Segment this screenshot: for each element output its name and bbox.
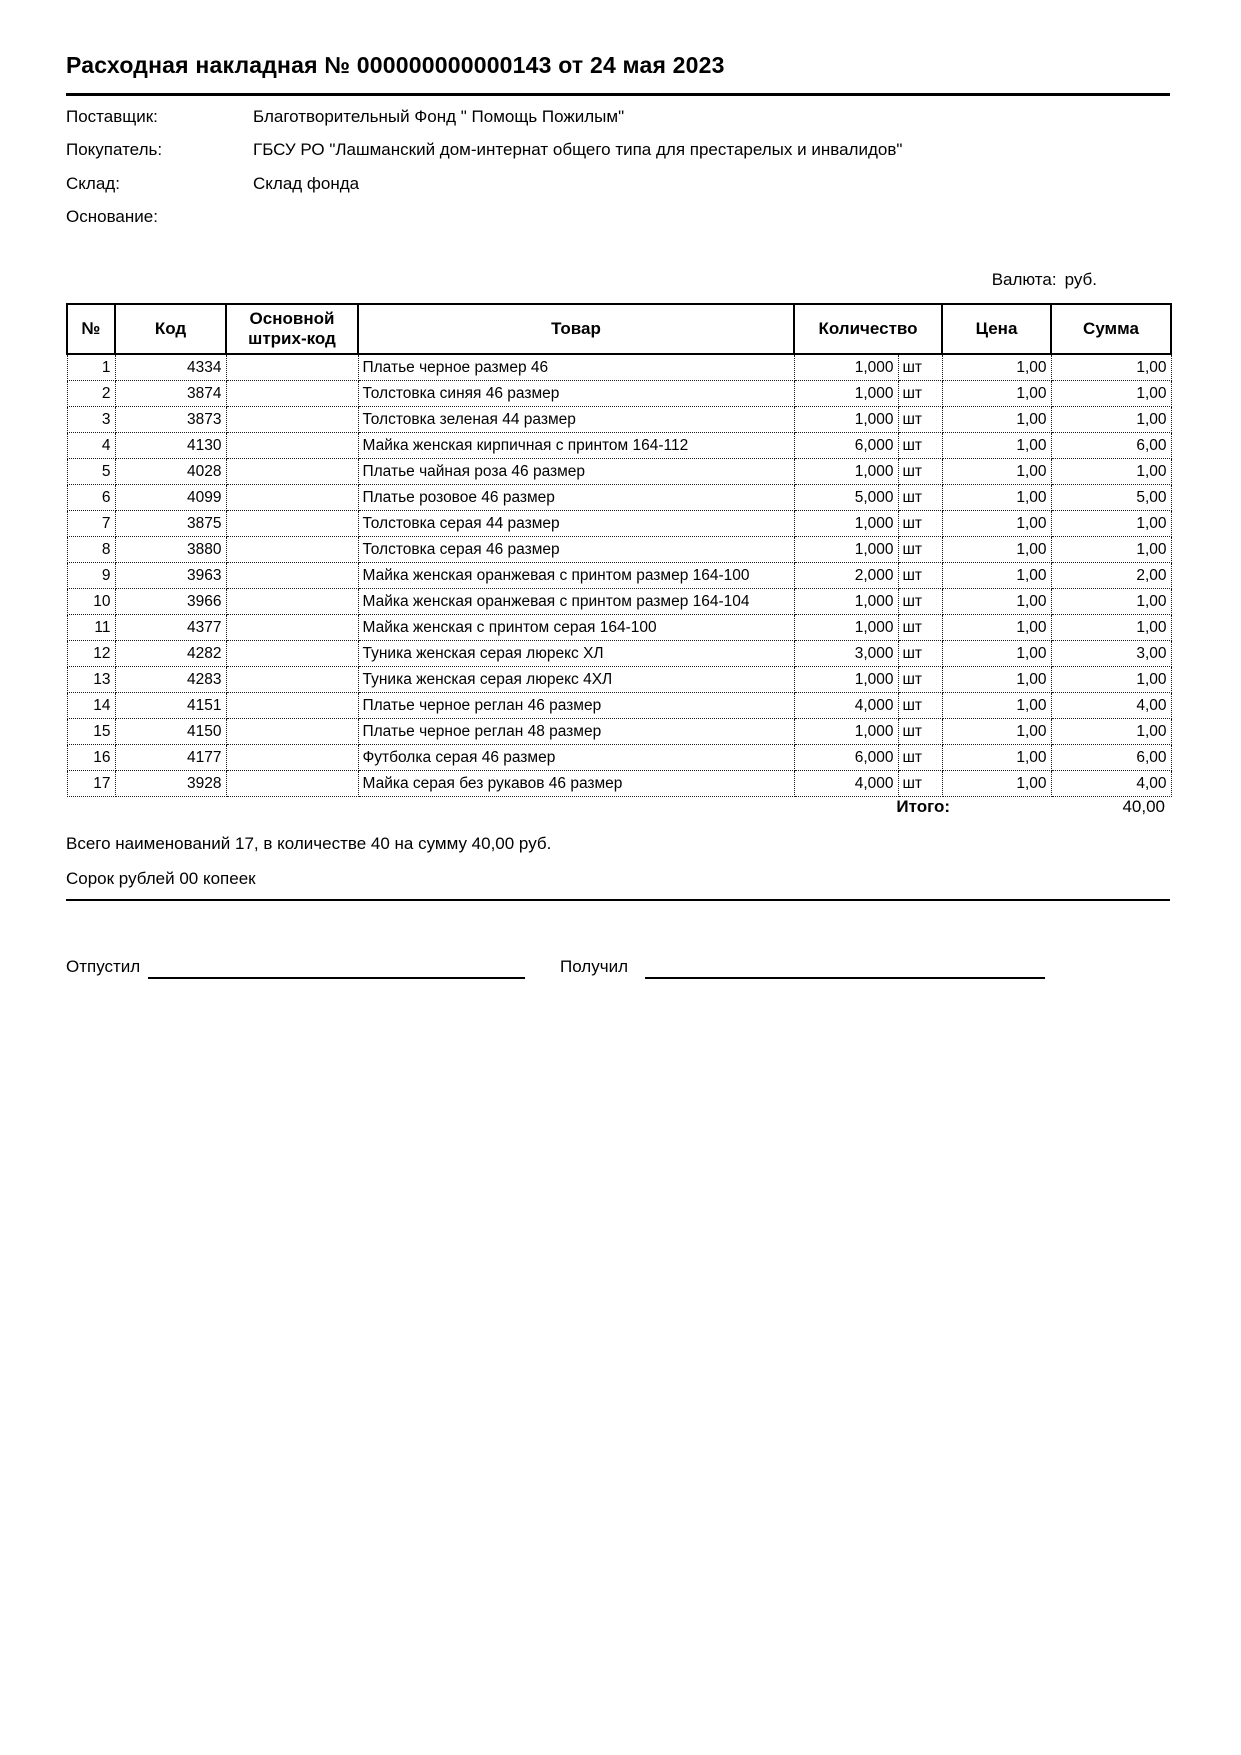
cell-price: 1,00: [942, 719, 1051, 745]
cell-num: 17: [67, 771, 115, 797]
cell-code: 4028: [115, 459, 226, 485]
cell-code: 3966: [115, 589, 226, 615]
cell-code: 4282: [115, 641, 226, 667]
bottom-divider: [66, 899, 1170, 901]
supplier-value: Благотворительный Фонд " Помощь Пожилым": [253, 107, 625, 126]
cell-code: 3874: [115, 381, 226, 407]
cell-product: Туника женская серая люрекс 4ХЛ: [358, 667, 794, 693]
cell-quantity: 2,000: [794, 563, 898, 589]
cell-unit: шт: [898, 485, 942, 511]
cell-product: Толстовка серая 44 размер: [358, 511, 794, 537]
basis-label: Основание:: [66, 207, 158, 226]
cell-code: 3873: [115, 407, 226, 433]
cell-quantity: 1,000: [794, 537, 898, 563]
cell-barcode: [226, 354, 358, 381]
cell-unit: шт: [898, 641, 942, 667]
cell-price: 1,00: [942, 615, 1051, 641]
cell-code: 4150: [115, 719, 226, 745]
cell-barcode: [226, 719, 358, 745]
cell-unit: шт: [898, 459, 942, 485]
supplier-row: [66, 107, 1170, 127]
cell-product: Платье чайная роза 46 размер: [358, 459, 794, 485]
cell-product: Платье черное реглан 48 размер: [358, 719, 794, 745]
cell-sum: 1,00: [1051, 459, 1171, 485]
cell-barcode: [226, 771, 358, 797]
currency-label: Валюта:: [991, 270, 1057, 289]
cell-code: 4177: [115, 745, 226, 771]
cell-quantity: 6,000: [794, 745, 898, 771]
cell-barcode: [226, 563, 358, 589]
title-divider: [66, 93, 1170, 96]
cell-quantity: 3,000: [794, 641, 898, 667]
totals-label: Итого:: [896, 797, 950, 816]
cell-quantity: 1,000: [794, 719, 898, 745]
basis-row: [66, 207, 1170, 227]
cell-barcode: [226, 589, 358, 615]
cell-price: 1,00: [942, 511, 1051, 537]
cell-num: 11: [67, 615, 115, 641]
cell-code: 4099: [115, 485, 226, 511]
cell-code: 3928: [115, 771, 226, 797]
cell-price: 1,00: [942, 537, 1051, 563]
cell-barcode: [226, 537, 358, 563]
cell-code: 4377: [115, 615, 226, 641]
cell-unit: шт: [898, 771, 942, 797]
cell-num: 7: [67, 511, 115, 537]
cell-code: 4334: [115, 354, 226, 381]
cell-num: 6: [67, 485, 115, 511]
table-row: [67, 745, 1171, 771]
cell-unit: шт: [898, 615, 942, 641]
cell-price: 1,00: [942, 563, 1051, 589]
goods-table: [66, 303, 1172, 797]
cell-num: 10: [67, 589, 115, 615]
cell-price: 1,00: [942, 641, 1051, 667]
cell-sum: 6,00: [1051, 745, 1171, 771]
cell-sum: 4,00: [1051, 693, 1171, 719]
warehouse-label: Склад:: [66, 174, 120, 193]
cell-quantity: 1,000: [794, 381, 898, 407]
cell-price: 1,00: [942, 354, 1051, 381]
currency-value: руб.: [1064, 270, 1097, 289]
cell-num: 1: [67, 354, 115, 381]
cell-sum: 1,00: [1051, 589, 1171, 615]
released-by-signature-line: [148, 977, 525, 979]
cell-product: Майка женская оранжевая с принтом размер 164-104: [358, 589, 794, 615]
cell-product: Майка серая без рукавов 46 размер: [358, 771, 794, 797]
cell-barcode: [226, 433, 358, 459]
table-row: [67, 563, 1171, 589]
cell-product: Платье розовое 46 размер: [358, 485, 794, 511]
released-by-label: Отпустил: [66, 957, 141, 976]
header-code: Код: [115, 304, 226, 354]
totals-line: [66, 797, 1170, 817]
cell-num: 14: [67, 693, 115, 719]
cell-sum: 4,00: [1051, 771, 1171, 797]
summary-amount-words: Сорок рублей 00 копеек: [66, 869, 256, 888]
totals-value: 40,00: [1122, 797, 1165, 816]
cell-product: Майка женская оранжевая с принтом размер 164-100: [358, 563, 794, 589]
table-row: [67, 381, 1171, 407]
cell-barcode: [226, 615, 358, 641]
warehouse-row: [66, 174, 1170, 194]
cell-price: 1,00: [942, 433, 1051, 459]
cell-num: 13: [67, 667, 115, 693]
received-by-label: Получил: [560, 957, 628, 976]
table-row: [67, 354, 1171, 381]
cell-unit: шт: [898, 354, 942, 381]
cell-barcode: [226, 381, 358, 407]
cell-product: Платье черное размер 46: [358, 354, 794, 381]
cell-num: 16: [67, 745, 115, 771]
cell-unit: шт: [898, 433, 942, 459]
cell-unit: шт: [898, 511, 942, 537]
cell-barcode: [226, 641, 358, 667]
cell-quantity: 6,000: [794, 433, 898, 459]
table-row: [67, 693, 1171, 719]
cell-product: Майка женская с принтом серая 164-100: [358, 615, 794, 641]
cell-sum: 1,00: [1051, 615, 1171, 641]
header-barcode: Основной штрих-код: [226, 304, 358, 354]
buyer-label: Покупатель:: [66, 140, 163, 159]
cell-unit: шт: [898, 407, 942, 433]
supplier-label: Поставщик:: [66, 107, 158, 126]
cell-unit: шт: [898, 589, 942, 615]
cell-num: 15: [67, 719, 115, 745]
table-row: [67, 667, 1171, 693]
header-quantity: Количество: [794, 304, 942, 354]
cell-unit: шт: [898, 563, 942, 589]
table-row: [67, 615, 1171, 641]
document-title: Расходная накладная № 000000000000143 от 24 мая 2023: [66, 52, 725, 78]
table-header-row: [67, 304, 1171, 354]
table-row: [67, 719, 1171, 745]
cell-sum: 2,00: [1051, 563, 1171, 589]
cell-unit: шт: [898, 381, 942, 407]
cell-quantity: 1,000: [794, 354, 898, 381]
cell-product: Толстовка зеленая 44 размер: [358, 407, 794, 433]
cell-quantity: 4,000: [794, 771, 898, 797]
cell-sum: 3,00: [1051, 641, 1171, 667]
table-row: [67, 407, 1171, 433]
cell-unit: шт: [898, 667, 942, 693]
cell-price: 1,00: [942, 693, 1051, 719]
header-product: Товар: [358, 304, 794, 354]
table-row: [67, 433, 1171, 459]
cell-product: Футболка серая 46 размер: [358, 745, 794, 771]
cell-unit: шт: [898, 719, 942, 745]
table-row: [67, 511, 1171, 537]
cell-num: 2: [67, 381, 115, 407]
cell-sum: 6,00: [1051, 433, 1171, 459]
table-row: [67, 589, 1171, 615]
cell-price: 1,00: [942, 407, 1051, 433]
cell-sum: 5,00: [1051, 485, 1171, 511]
table-row: [67, 641, 1171, 667]
summary-total-line: Всего наименований 17, в количестве 40 на сумму 40,00 руб.: [66, 834, 552, 853]
cell-product: Туника женская серая люрекс ХЛ: [358, 641, 794, 667]
header-price: Цена: [942, 304, 1051, 354]
currency-line: [66, 270, 1097, 290]
cell-code: 4130: [115, 433, 226, 459]
cell-price: 1,00: [942, 485, 1051, 511]
cell-barcode: [226, 511, 358, 537]
header-sum: Сумма: [1051, 304, 1171, 354]
cell-unit: шт: [898, 537, 942, 563]
cell-code: 4283: [115, 667, 226, 693]
received-by-signature-line: [645, 977, 1045, 979]
cell-barcode: [226, 667, 358, 693]
cell-num: 5: [67, 459, 115, 485]
cell-product: Толстовка синяя 46 размер: [358, 381, 794, 407]
cell-barcode: [226, 407, 358, 433]
cell-price: 1,00: [942, 771, 1051, 797]
cell-num: 4: [67, 433, 115, 459]
cell-code: 3875: [115, 511, 226, 537]
cell-price: 1,00: [942, 667, 1051, 693]
table-row: [67, 459, 1171, 485]
cell-code: 3880: [115, 537, 226, 563]
warehouse-value: Склад фонда: [253, 174, 360, 193]
cell-quantity: 1,000: [794, 511, 898, 537]
cell-sum: 1,00: [1051, 537, 1171, 563]
cell-barcode: [226, 745, 358, 771]
cell-num: 8: [67, 537, 115, 563]
cell-sum: 1,00: [1051, 407, 1171, 433]
cell-quantity: 4,000: [794, 693, 898, 719]
cell-quantity: 1,000: [794, 667, 898, 693]
cell-barcode: [226, 459, 358, 485]
cell-num: 12: [67, 641, 115, 667]
cell-barcode: [226, 485, 358, 511]
cell-product: Майка женская кирпичная с принтом 164-112: [358, 433, 794, 459]
header-num: №: [67, 304, 115, 354]
cell-num: 3: [67, 407, 115, 433]
cell-price: 1,00: [942, 459, 1051, 485]
table-row: [67, 537, 1171, 563]
cell-sum: 1,00: [1051, 354, 1171, 381]
cell-product: Толстовка серая 46 размер: [358, 537, 794, 563]
cell-product: Платье черное реглан 46 размер: [358, 693, 794, 719]
table-row: [67, 485, 1171, 511]
cell-sum: 1,00: [1051, 719, 1171, 745]
cell-price: 1,00: [942, 745, 1051, 771]
buyer-row: [66, 140, 1170, 160]
cell-code: 4151: [115, 693, 226, 719]
table-row: [67, 771, 1171, 797]
cell-sum: 1,00: [1051, 511, 1171, 537]
cell-sum: 1,00: [1051, 381, 1171, 407]
cell-price: 1,00: [942, 589, 1051, 615]
cell-quantity: 1,000: [794, 615, 898, 641]
cell-quantity: 1,000: [794, 407, 898, 433]
goods-table-body: [67, 354, 1171, 797]
cell-quantity: 1,000: [794, 459, 898, 485]
cell-sum: 1,00: [1051, 667, 1171, 693]
cell-price: 1,00: [942, 381, 1051, 407]
cell-num: 9: [67, 563, 115, 589]
cell-unit: шт: [898, 693, 942, 719]
cell-barcode: [226, 693, 358, 719]
buyer-value: ГБСУ РО "Лашманский дом-интернат общего типа для престарелых и инвалидов": [253, 140, 903, 159]
cell-quantity: 5,000: [794, 485, 898, 511]
cell-unit: шт: [898, 745, 942, 771]
cell-code: 3963: [115, 563, 226, 589]
cell-quantity: 1,000: [794, 589, 898, 615]
